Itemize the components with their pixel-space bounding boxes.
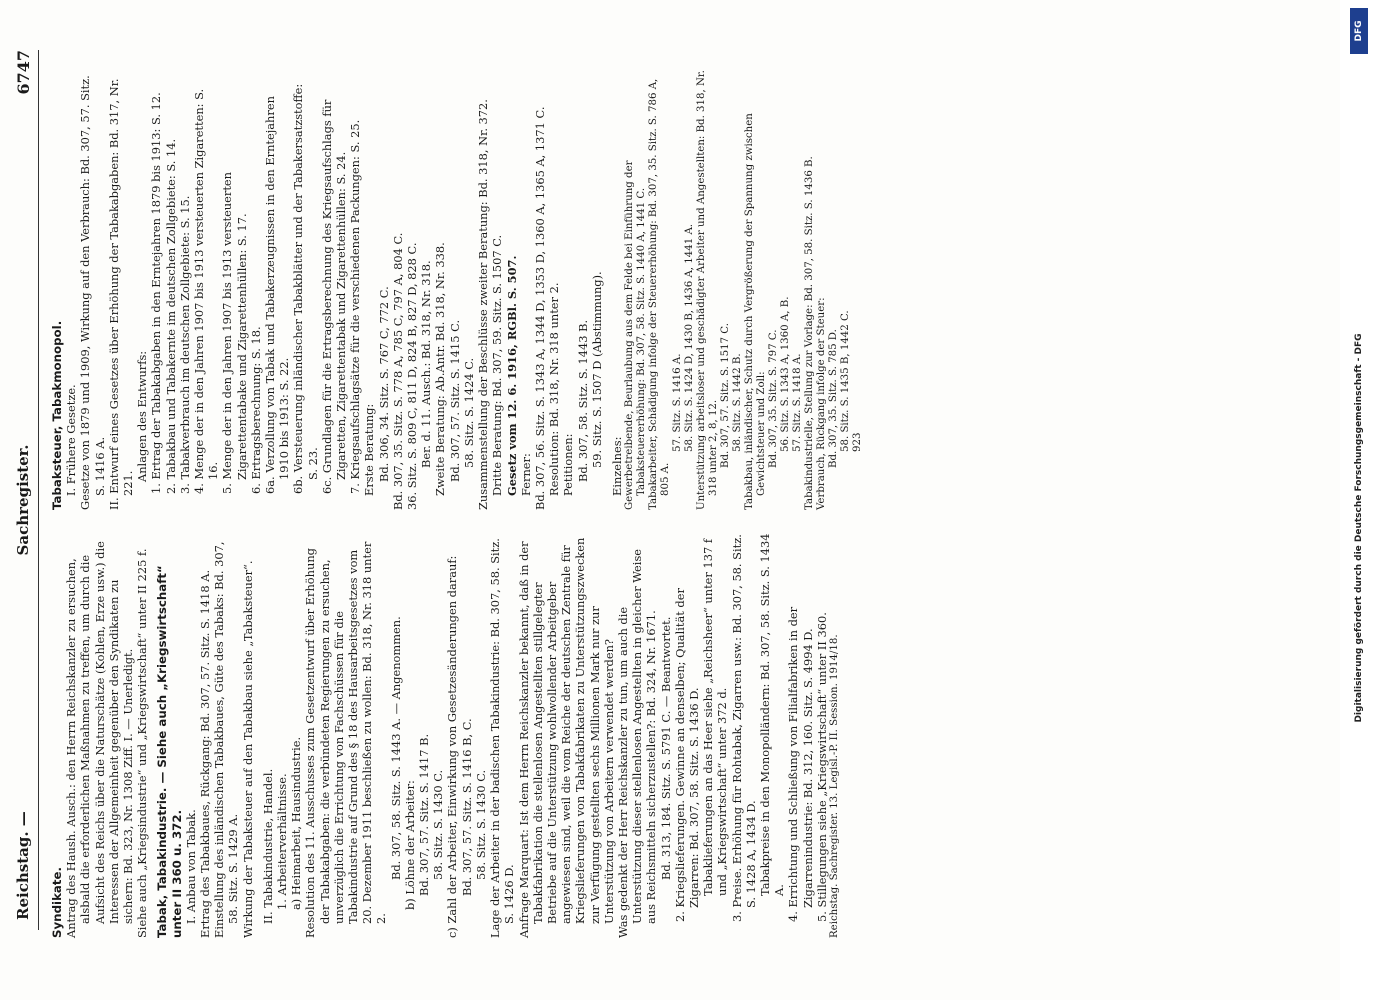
running-header-center: Sachregister.	[14, 444, 32, 556]
register-entry: 6b. Versteuerung inländischer Tabakblätter und der Tabakersatzstoffe: S. 23.	[291, 83, 320, 494]
register-entry: Tabakindustrielle, Stellung zur Vorlage: Bd. 307, 58. Sitz. S. 1436 B.	[804, 156, 816, 510]
register-entry: Bd. 307, 35. Sitz. S. 785 D.	[828, 329, 840, 468]
register-entry: Resolution: Bd. 318, Nr. 318 unter 2.	[547, 282, 562, 496]
register-entry: 58. Sitz. S. 1424 C.	[461, 357, 476, 468]
register-entry: 6a. Verzollung von Tabak und Tabakerzeugnissen in den Erntejahren 1910 bis 1913: S. 22.	[263, 96, 292, 494]
register-entry: Bd. 307, 57. Sitz. S. 1517 C.	[720, 323, 732, 468]
register-entry: Gewerbetreibende, Beurlaubung aus dem Felde bei Einführung der Tabaksteuererhöhung: Bd. 307, 58. Sitz. S. 1440 A, 1441 C.	[624, 160, 648, 510]
register-entry: 57. Sitz. S. 1416 A.	[672, 353, 684, 452]
register-entry: 1. Ertrag der Tabakabgaben in den Erntejahren 1879 bis 1913: S. 12.	[149, 92, 164, 494]
dfg-sidebar	[1350, 8, 1368, 992]
register-entry: 2. Kriegslieferungen. Gewinne an denselben; Qualität der Zigarren: Bd. 307, 58. Sitz. S. 1436 D.	[672, 588, 701, 922]
register-entry: Bd. 313, 184. Sitz. S. 5791 C. — Beantwortet.	[658, 616, 673, 880]
register-entry: Zweite Beratung: Ab.Antr. Bd. 318, Nr. 338.	[433, 242, 448, 496]
register-entry: 58. Sitz. S. 1435 B, 1442 C.	[840, 310, 852, 452]
register-entry: Tabakbau, inländischer, Schutz durch Vergrößerung der Spannung zwischen Gewichtsteuer und Zoll:	[744, 113, 768, 510]
register-entry: 58. Sitz. S. 1430 C.	[431, 769, 446, 880]
register-entry: II. Entwurf eines Gesetzes über Erhöhung der Tabakabgaben: Bd. 317, Nr. 221.	[106, 78, 136, 510]
left-text-column	[50, 533, 841, 938]
register-entry: 56. Sitz. S. 1343 A, 1360 A, B.	[780, 296, 792, 452]
register-entry: 923	[852, 432, 864, 452]
register-entry: 59. Sitz. S. 1507 D (Abstimmung).	[589, 271, 604, 468]
register-entry: Verbrauch, Rückgang infolge der Steuer:	[816, 297, 828, 510]
register-entry: Ertrag des Tabakbaues, Rückgang: Bd. 307, 57. Sitz. S. 1418 A.	[198, 569, 213, 938]
register-entry: Anlagen des Entwurfs:	[135, 350, 150, 482]
register-entry: Was gedenkt der Herr Reichskanzler zu tun, um auch die Unterstützung dieser stellenlosen Angestellten in gleicher Weise aus Reichsmitteln sicherzustellen?: Bd. 324, Nr. 1671.	[615, 548, 659, 938]
register-entry: 57. Sitz. S. 1418 A.	[792, 353, 804, 452]
register-entry: Bd. 307, 35. Sitz. S. 778 A, 785 C, 797 A, 804 C.	[390, 232, 405, 510]
register-entry: Tabakarbeiter, Schädigung infolge der Steuererhöhung: Bd. 307, 35. Sitz. S. 786 A, 805 A.	[648, 78, 672, 510]
register-entry: Dritte Beratung: Bd. 307, 59. Sitz. S. 1507 C.	[490, 234, 505, 496]
register-entry: Bd. 307, 57. Sitz. S. 1417 B.	[417, 733, 432, 896]
register-entry: 58. Sitz. S. 1430 C.	[473, 769, 488, 880]
register-entry: 6c. Grundlagen für die Ertragsberechnung des Kriegsaufschlags für Zigaretten, Zigarettentabak und Zigarettenhüllen: S. 24.	[319, 99, 349, 494]
register-entry: Bd. 307, 57. Sitz. S. 1415 C.	[447, 319, 462, 482]
register-entry: Bd. 307, 56. Sitz. S. 1343 A, 1344 D, 1353 D, 1360 A, 1365 A, 1371 C.	[532, 106, 547, 510]
register-entry: 3. Tabakverbrauch im deutschen Zollgebiete: S. 15.	[177, 195, 192, 494]
running-header-left: Reichstag. —	[14, 811, 32, 920]
dfg-logo: DFG	[1350, 8, 1368, 54]
register-entry: Siehe auch „Kriegsindustrie“ und „Kriegswirtschaft“ unter II 225 f.	[135, 548, 150, 938]
register-entry: Anfrage Marquart: Ist dem Herrn Reichskanzler bekannt, daß in der Tabakfabrikation die stellenlosen Angestellten stillgelegter Betriebe auf die Unterstützung wohlwollender Arbeitgeber angewiesen sind, weil die vom Reiche der deutschen Zentrale für Kriegslieferungen von Tabakfabrikaten zu Unterstützungszwecken zur Verfügung gestellten sechs Millionen Mark nur zur Unterstützung von Arbeitern verwendet werden?	[516, 537, 616, 938]
register-entry: Tabaklieferungen an das Heer siehe „Reichsheer“ unter 137 f und „Kriegswirtschaft“ unter 372 d.	[701, 538, 730, 896]
header-rule	[38, 50, 39, 930]
register-entry: Unterstützung arbeitsloser und geschädigter Arbeiter und Angestellten: Bd. 318, Nr. 318 unter 2, 8, 12.	[696, 70, 720, 510]
page-number: 6747	[14, 50, 33, 95]
register-entry: Tabak, Tabakindustrie. — Siehe auch „Kriegswirtschaft“ unter II 360 u. 372.	[155, 565, 184, 938]
register-entry: Ber. d. 11. Ausch.: Bd. 318, Nr. 318.	[419, 260, 434, 468]
register-entry: II. Tabakindustrie, Handel.	[260, 768, 275, 924]
register-entry: Lage der Arbeiter in der badischen Tabakindustrie: Bd. 307, 58. Sitz. S. 1426 D.	[488, 538, 517, 938]
register-entry: Tabaksteuer, Tabakmonopol.	[50, 320, 64, 510]
register-entry: Einzelnes:	[609, 436, 624, 496]
register-entry: 6. Ertragsberechnung: S. 18.	[248, 326, 263, 494]
register-entry: Bd. 307, 35. Sitz. S. 797 C.	[768, 329, 780, 468]
register-entry: 5. Stillegungen siehe „Kriegswirtschaft“ unter II 360.	[814, 612, 829, 922]
register-entry: Erste Beratung:	[362, 403, 377, 496]
register-entry: I. Frühere Gesetze.	[64, 384, 79, 496]
register-entry: 36. Sitz. S. 809 C, 811 D, 824 B, 827 D, 828 C.	[405, 242, 420, 510]
register-entry: b) Löhne der Arbeiter:	[402, 780, 417, 910]
register-entry: Petitionen:	[561, 433, 576, 496]
register-entry: Bd. 307, 58. Sitz. S. 1443 A. — Angenommen.	[388, 616, 403, 880]
register-entry: a) Heimarbeit, Hausindustrie.	[289, 736, 304, 910]
register-entry: 4. Errichtung und Schließung von Filialfabriken in der Zigarrenindustrie: Bd. 312, 160. Sitz. S. 4994 D.	[786, 606, 815, 922]
register-entry: Zusammenstellung der Beschlüsse zweiter Beratung: Bd. 318, Nr. 372.	[476, 99, 491, 510]
register-entry: 3. Preise. Erhöhung für Rohtabak, Zigarren usw.: Bd. 307, 58. Sitz. S. 1428 A, 1434 D.	[729, 534, 758, 922]
register-entry: 2. Tabakbau und Tabakernte im deutschen Zollgebiete: S. 14.	[163, 138, 178, 494]
register-entry: Gesetze von 1879 und 1909, Wirkung auf den Verbrauch: Bd. 307, 57. Sitz. S. 1416 A.	[78, 75, 107, 510]
register-entry: 4. Menge der in den Jahren 1907 bis 1913 versteuerten Zigaretten: S. 16.	[192, 88, 221, 494]
register-entry: Reichstag. Sachregister. 13. Legisl.-P. II. Session. 1914/18.	[828, 634, 840, 938]
dfg-funding-notice: Digitalisierung gefördert durch die Deutsche Forschungsgemeinschaft - DFG	[1354, 333, 1364, 723]
register-entry: 5. Menge der in den Jahren 1907 bis 1913 versteuerten Zigarettentabake und Zigarettenhüllen: S. 17.	[220, 172, 249, 494]
register-entry: Ferner:	[518, 453, 533, 496]
register-entry: Bd. 306, 34. Sitz. S. 767 C, 772 C.	[376, 286, 391, 482]
register-entry: Bd. 307, 57. Sitz. S. 1416 B, C.	[459, 718, 474, 896]
register-entry: 7. Kriegsaufschlagsätze für die verschiedenen Packungen: S. 25.	[348, 119, 363, 494]
register-entry: Einstellung des inländischen Tabakbaues, Güte des Tabaks: Bd. 307, 58. Sitz. S. 1429 A.	[212, 541, 241, 938]
right-text-column	[50, 70, 864, 510]
register-entry: Syndikate.	[50, 866, 64, 938]
register-entry: Wirkung der Tabaksteuer auf den Tabakbau siehe „Tabaksteuer“.	[240, 560, 255, 938]
register-entry: 58. Sitz. S. 1424 D, 1430 B, 1436 A, 1441 A.	[684, 223, 696, 452]
register-entry: I. Anbau von Tabak.	[183, 809, 198, 924]
register-entry: Bd. 307, 58. Sitz. S. 1443 B.	[575, 319, 590, 482]
register-entry: Gesetz vom 12. 6. 1916, RGBl. S. 507.	[504, 255, 519, 496]
register-entry: Resolution des 11. Ausschusses zum Gesetzentwurf über Erhöhung der Tabakabgaben: die verbündeten Regierungen zu ersuchen, unverzüglich die Errichtung von Fachschüssen für die Tabakindustrie auf Grund des § 18 des Hausarbeitsgesetzes vom 20. Dezember 1911 beschließen zu wollen: Bd. 318, Nr. 318 unter 2.	[303, 541, 389, 938]
register-entry: 58. Sitz. S. 1442 B.	[732, 353, 744, 452]
register-entry: Tabakpreise in den Monopolländern: Bd. 307, 58. Sitz. S. 1434 A.	[757, 533, 787, 896]
register-entry: c) Zahl der Arbeiter, Einwirkung von Gesetzesänderungen darauf:	[445, 555, 460, 938]
register-entry: Antrag des Haush. Ausch.: den Herrn Reichskanzler zu ersuchen, alsbald die erforderlichen Maßnahmen zu treffen, um durch die Aufsicht des Reichs über die Naturschätze (Kohlen, Erze usw.) die Interessen der Allgemeinheit gegenüber den Syndikaten zu sichern: Bd. 323, Nr. 1308 Ziff. I. — Unerledigt.	[64, 541, 136, 938]
register-entry: 1. Arbeiterverhältnisse.	[275, 773, 290, 910]
